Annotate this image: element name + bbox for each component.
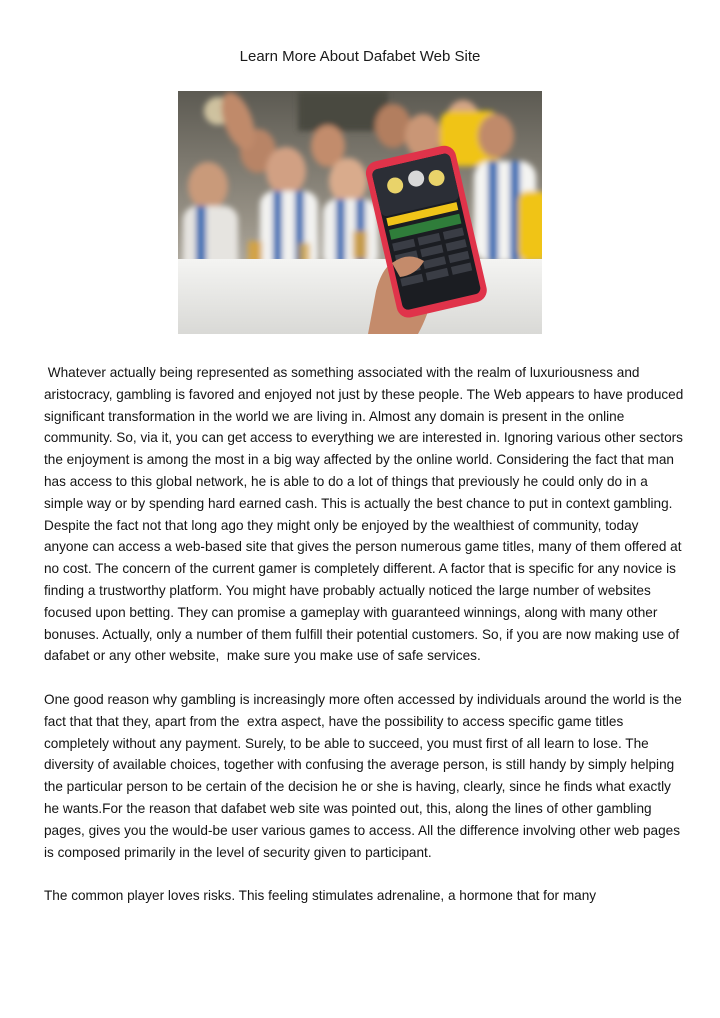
hero-photo — [178, 91, 542, 334]
paragraph-2: One good reason why gambling is increasingly more often accessed by individuals around the world is the fact that that they, apart from the extra aspect, have the possibility to access specific game titles completely without any payment. Surely, to be able to succeed, you must first of all learn to lose. The diversity of available choices, together with confusing the average person, is still handy by simply helping the particular person to be certain of the decision he or she is having, clearly, since he finds what exactly he wants.For the reason that dafabet web site was pointed out, this, along the lines of other gambling pages, gives you the would-be user various games to access. All the difference involving other web pages is composed primarily in the level of security given to participant. — [44, 691, 686, 860]
page-title: Learn More About Dafabet Web Site — [239, 48, 481, 65]
paragraph-1: Whatever actually being represented as something associated with the realm of luxuriousness and aristocracy, gambling is favored and enjoyed not just by these people. The Web appears to have produced significant transformation in the world we are living in. Almost any domain is present in the online community. So, via it, you can get access to everything we are interested in. Ignoring various other sectors the enjoyment is among the most in a big way affected by the online world. Considering the fact that man has access to this global network, he is able to do a lot of things that previously he could only do in a simple way or by spending hard earned cash. This is actually the best chance to put in context gambling. Despite the fact not that long ago they might only be enjoyed by the wealthiest of community, today anyone can access a web-based site that gives the person numerous game titles, many of them offered at no cost. The concern of the current gamer is completely different. A factor that is specific for any novice is finding a trustworthy platform. You might have probably actually noticed the large number of websites focused upon betting. They can promise a gameplay with guaranteed winnings, along with many other bonuses. Actually, only a number of them fulfill their potential customers. So, if you are now making use of dafabet or any other website, make sure you make use of safe services. — [44, 365, 688, 664]
paragraph-3: The common player loves risks. This feeling stimulates adrenaline, a hormone that for many — [44, 888, 597, 904]
article-body — [44, 362, 688, 929]
